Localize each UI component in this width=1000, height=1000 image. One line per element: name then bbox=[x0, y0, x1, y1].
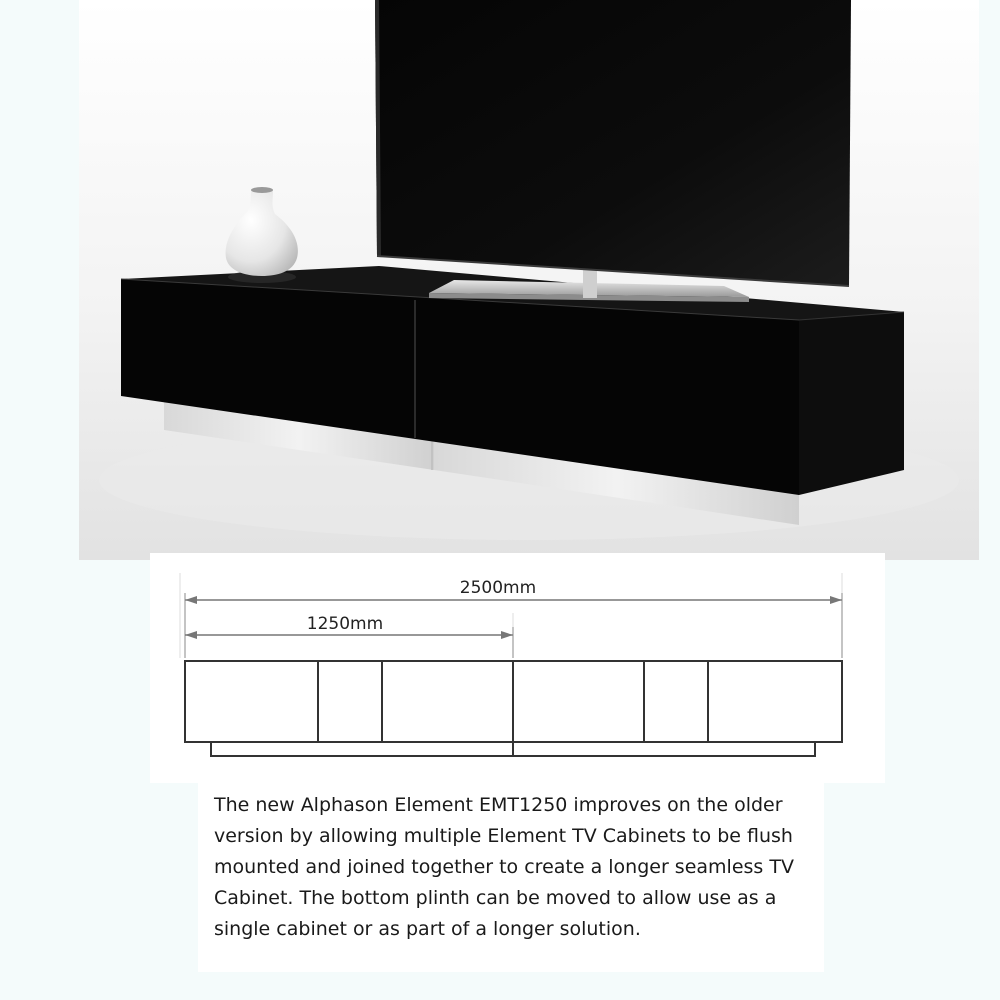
product-description: The new Alphason Element EMT1250 improves on the older version by allowing multiple Element TV Cabinets to be flush mounted and joined together to create a longer seamless TV Cabinet. The bottom plinth can be moved to allow use as a single cabinet or as part of a longer solution. bbox=[214, 794, 794, 940]
unit-length-label: 1250mm bbox=[306, 614, 384, 634]
dimension-diagram bbox=[150, 553, 885, 783]
total-length-label: 2500mm bbox=[459, 578, 537, 598]
tv-screen bbox=[375, 0, 851, 286]
unit-dimension-line bbox=[185, 614, 513, 658]
description-panel bbox=[198, 782, 824, 972]
cabinet-outline bbox=[185, 661, 842, 756]
tv-cabinet-render bbox=[79, 0, 979, 560]
cabinet-elevation-drawing bbox=[150, 553, 885, 783]
product-photo bbox=[79, 0, 979, 560]
